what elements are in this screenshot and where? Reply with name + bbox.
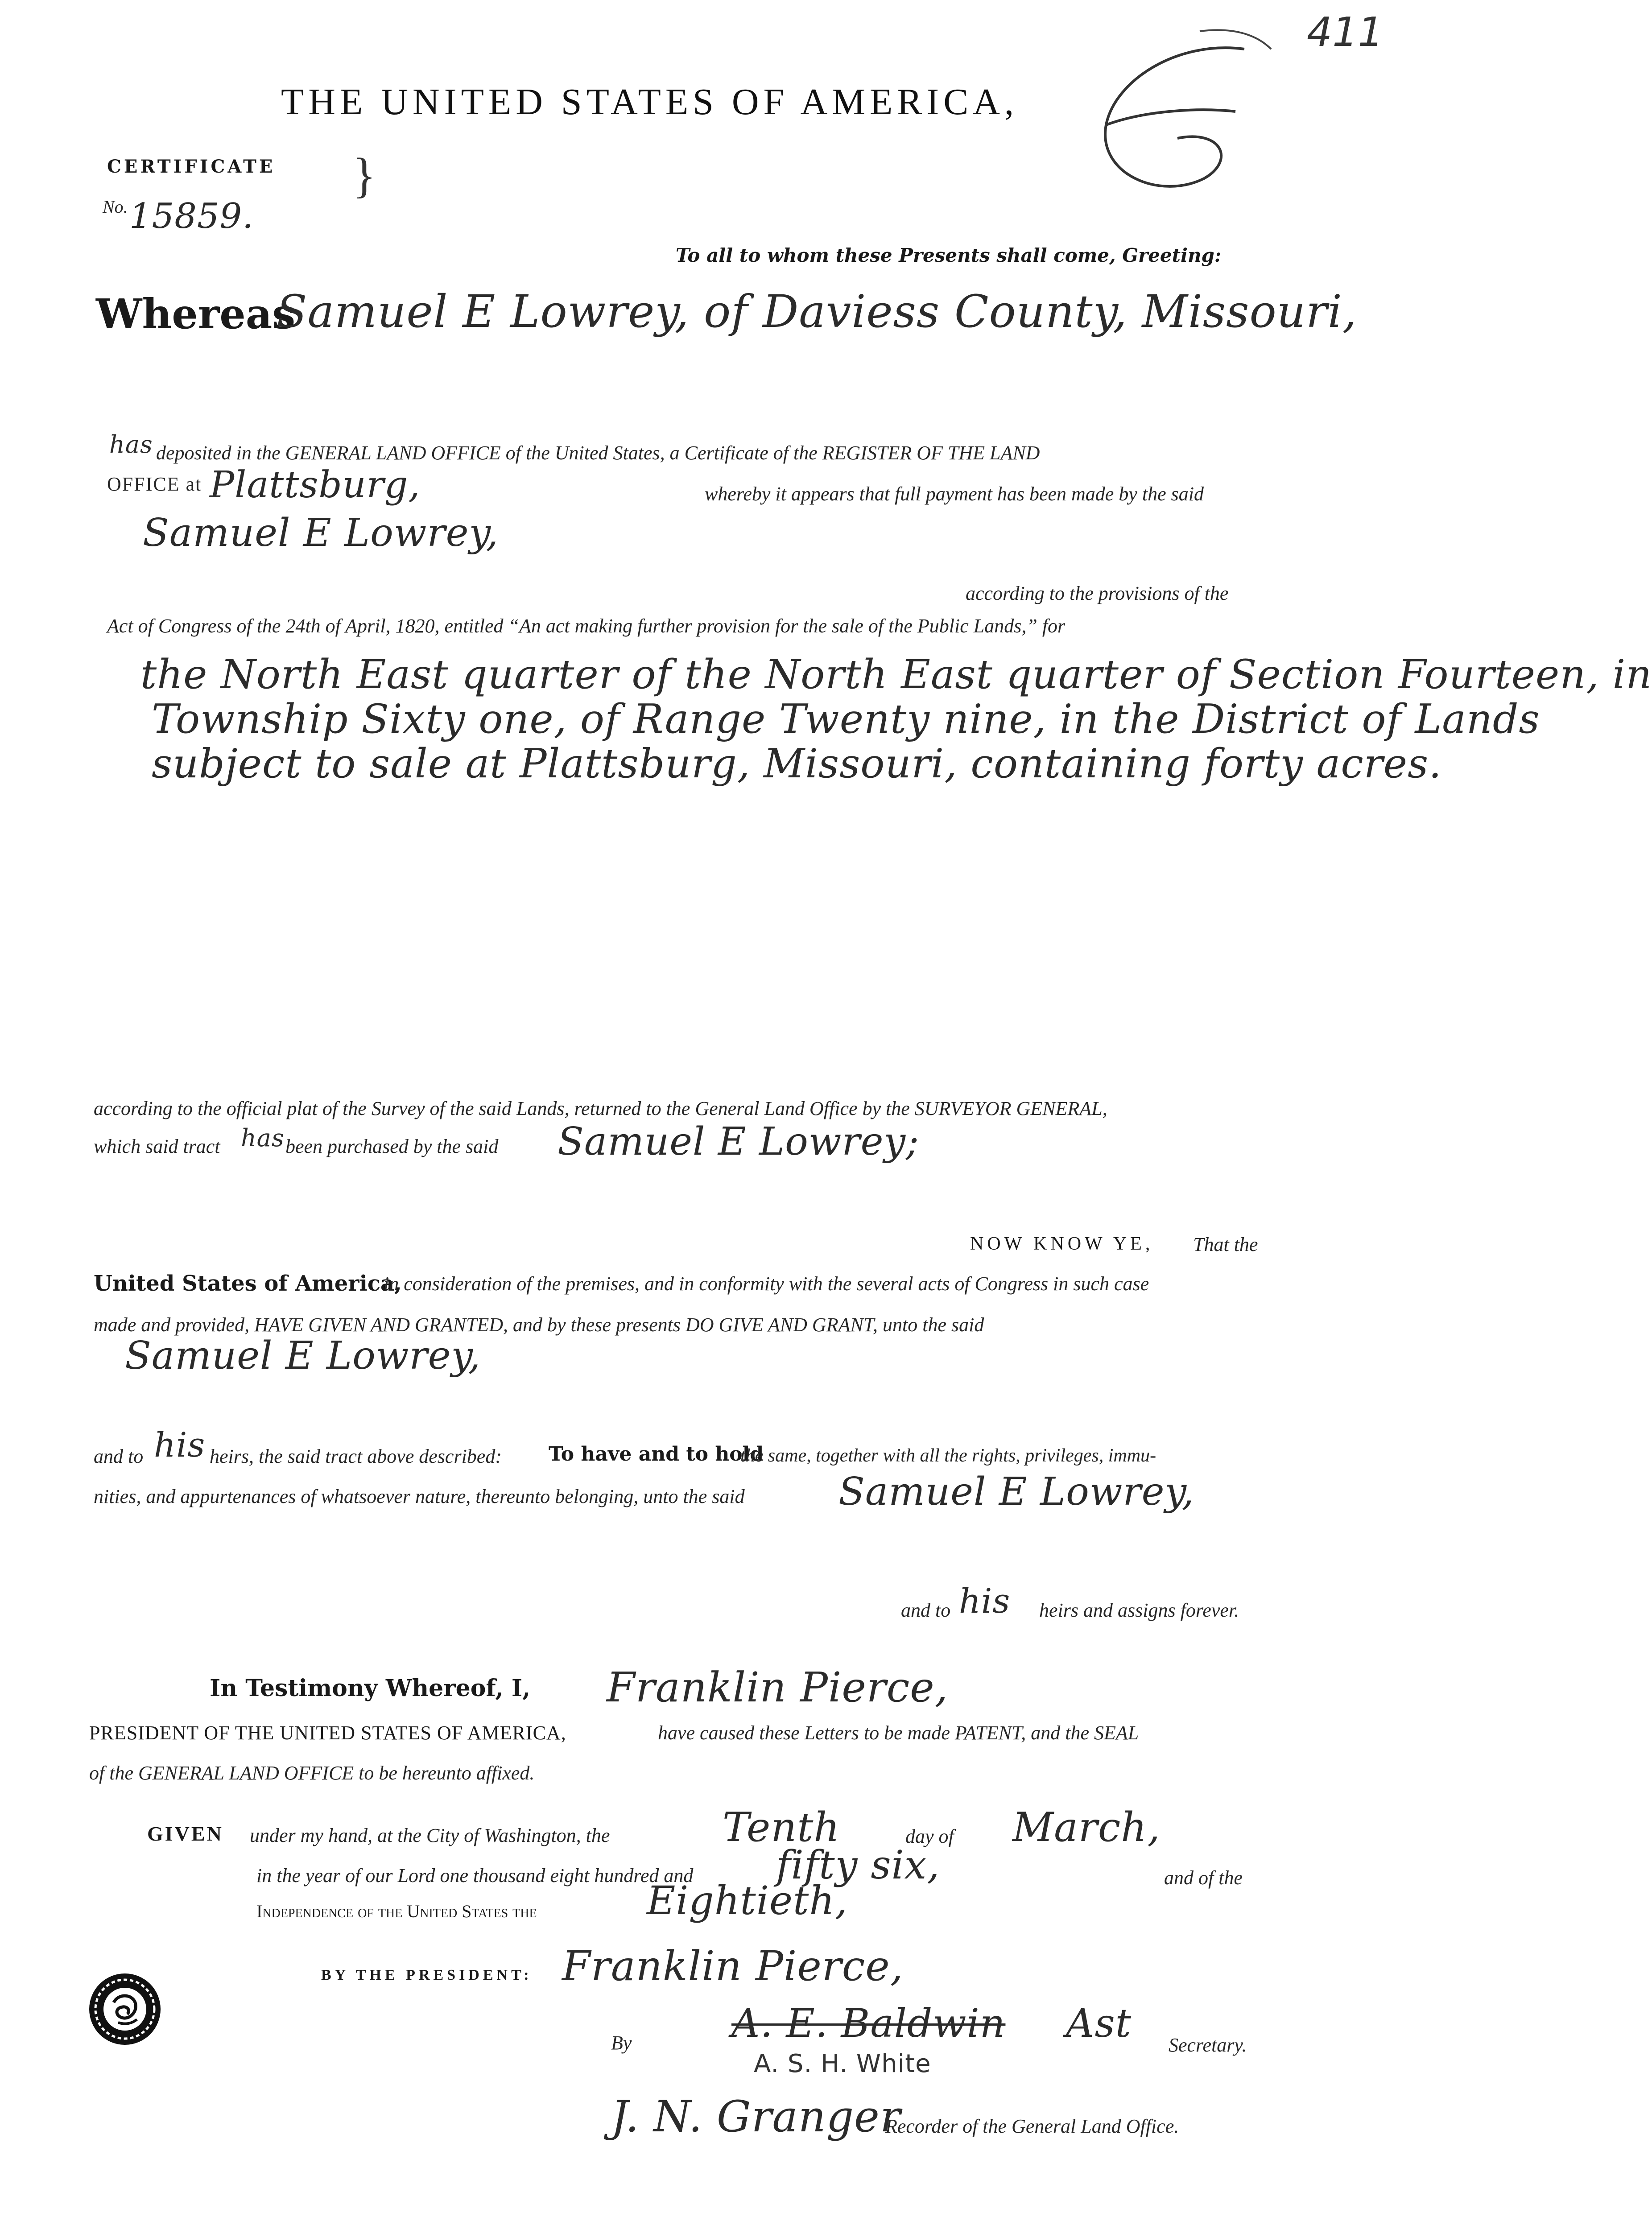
provisions-line: according to the provisions of the [966, 582, 1229, 604]
grantee-name-4: Samuel E Lowrey, [838, 1470, 1194, 1514]
seal-affixed-line: of the GENERAL LAND OFFICE to be hereunto affixed. [89, 1762, 535, 1784]
purchased-by-label: been purchased by the said [285, 1135, 499, 1157]
recorder-signature: J. N. Granger [611, 2092, 901, 2142]
number-prefix: No. [103, 197, 128, 217]
document-title: THE UNITED STATES OF AMERICA, [281, 81, 1018, 123]
margin-mark-e [1088, 22, 1276, 219]
month-value: March, [1012, 1804, 1161, 1851]
page-number: 411 [1307, 9, 1384, 56]
given-label: GIVEN [147, 1822, 223, 1845]
year-line: in the year of our Lord one thousand eight hundred and [256, 1865, 694, 1887]
grantee-name-3: Samuel E Lowrey, [125, 1333, 481, 1378]
official-plat-line: according to the official plat of the Survey of the said Lands, returned to the General Land Office by the SURVEYOR GENERAL, [94, 1098, 1107, 1119]
secretary-label: Secretary. [1169, 2034, 1247, 2056]
greeting: To all to whom these Presents shall come, Greeting: [676, 244, 1222, 266]
land-description-line-2: Township Sixty one, of Range Twenty nine, in the District of Lands [152, 696, 1540, 743]
and-to-label-2: and to [901, 1599, 951, 1621]
certificate-brace: } [352, 148, 376, 202]
president-line: PRESIDENT OF THE UNITED STATES OF AMERICA, [89, 1722, 566, 1744]
land-description-line-3: subject to sale at Plattsburg, Missouri, containing forty acres. [152, 740, 1442, 787]
act-of-congress-line: Act of Congress of the 24th of April, 1820, entitled “An act making further provision for the sale of the Public Lands,” for [107, 615, 1066, 637]
recorder-label: Recorder of the General Land Office. [885, 2115, 1179, 2137]
and-of-the-label: and of the [1164, 1867, 1243, 1889]
day-value: Tenth [723, 1804, 840, 1851]
united-states-blackletter: United States of America, [94, 1271, 402, 1296]
has-word-1: has [109, 430, 153, 458]
certificate-label: CERTIFICATE [107, 156, 276, 177]
nities-line: nities, and appurtenances of whatsoever nature, thereunto belonging, unto the said [94, 1486, 745, 1507]
secretary-struck-signature: A. E. Baldwin [731, 2000, 1006, 2046]
president-name: Franklin Pierce, [607, 1664, 948, 1711]
heirs-tract-line: heirs, the said tract above described: [210, 1445, 502, 1467]
grantee-name-2: Samuel E Lowrey; [558, 1119, 920, 1164]
grantee-name-1: Samuel E Lowrey, [143, 511, 499, 555]
consideration-line: in consideration of the premises, and in conformity with the several acts of Congress in such case [384, 1273, 1149, 1295]
and-to-label-1: and to [94, 1445, 144, 1467]
day-of-label: day of [905, 1825, 954, 1847]
purchased-label: which said tract [94, 1135, 220, 1157]
year-value: fifty six, [776, 1842, 940, 1888]
certificate-number: 15859. [129, 196, 254, 236]
heirs-assigns-line: heirs and assigns forever. [1039, 1599, 1239, 1621]
rights-line: the same, together with all the rights, privileges, immu- [740, 1445, 1156, 1466]
by-the-president-label: BY THE PRESIDENT: [321, 1967, 533, 1983]
made-provided-line: made and provided, HAVE GIVEN AND GRANTED, and by these presents DO GIVE AND GRANT, unto the said [94, 1314, 984, 1336]
now-know-ye: NOW KNOW YE, [970, 1234, 1154, 1254]
independence-line: Independence of the United States the [256, 1901, 537, 1921]
secretary-replacement-signature: A. S. H. White [754, 2049, 931, 2078]
full-payment-line: whereby it appears that full payment has been made by the said [705, 483, 1204, 505]
grantee-residence: Samuel E Lowrey, of Daviess County, Missouri, [277, 285, 1357, 338]
land-description-line-1: the North East quarter of the North East quarter of Section Fourteen, in [140, 651, 1652, 698]
to-have-and-to-hold: To have and to hold [549, 1443, 764, 1466]
deposited-line: deposited in the GENERAL LAND OFFICE of the United States, a Certificate of the REGISTER OF THE LAND [156, 442, 1040, 464]
secretary-asst: Ast [1066, 2000, 1132, 2046]
under-hand-line: under my hand, at the City of Washington, the [250, 1825, 610, 1846]
his-word-1: his [154, 1425, 206, 1465]
has-word-2: has [241, 1124, 285, 1152]
that-the: That the [1193, 1234, 1258, 1255]
independence-value: Eightieth, [647, 1878, 848, 1924]
land-office-name: Plattsburg, [210, 464, 421, 506]
general-land-office-seal [87, 1971, 163, 2047]
whereas-word: Whereas [96, 290, 296, 338]
in-testimony-whereof: In Testimony Whereof, I, [210, 1675, 531, 1702]
office-at-label: OFFICE at [107, 473, 202, 495]
his-word-2: his [959, 1581, 1011, 1621]
caused-line: have caused these Letters to be made PATENT, and the SEAL [658, 1722, 1139, 1744]
by-label: By [611, 2032, 632, 2054]
president-signature: Franklin Pierce, [562, 1942, 904, 1990]
